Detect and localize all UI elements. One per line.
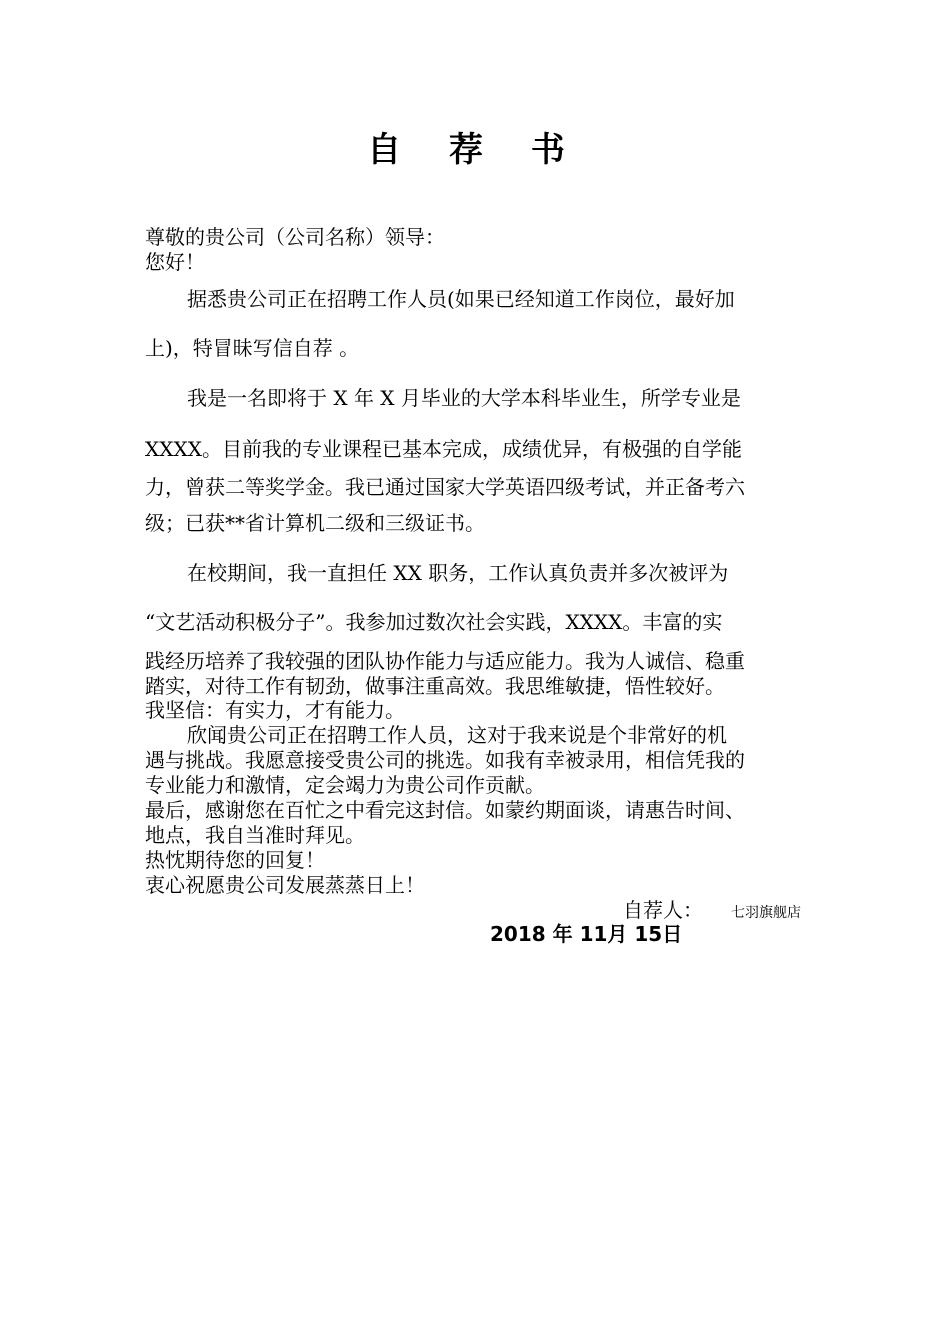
- body-line: 我坚信：有实力，才有能力。: [145, 698, 405, 722]
- signature-label: 自荐人：: [623, 898, 703, 922]
- greeting-line: 您好！: [145, 250, 205, 274]
- body-line: 在校期间，我一直担任 XX 职务，工作认真负责并多次被评为: [187, 561, 729, 585]
- salutation-line: 尊敬的贵公司（公司名称）领导：: [145, 225, 445, 249]
- body-line: 专业能力和激情，定会竭力为贵公司作贡献。: [145, 773, 545, 797]
- closing-line: 热忱期待您的回复！: [145, 848, 325, 872]
- body-line: 力，曾获二等奖学金。我已通过国家大学英语四级考试，并正备考六: [145, 475, 745, 499]
- letter-date: 2018 年 11月 15日: [490, 922, 683, 946]
- body-line: 级；已获**省计算机二级和三级证书。: [145, 511, 485, 535]
- body-line: 最后，感谢您在百忙之中看完这封信。如蒙约期面谈，请惠告时间、: [145, 798, 745, 822]
- body-line: XXXX。目前我的专业课程已基本完成，成绩优异，有极强的自学能: [145, 437, 742, 461]
- body-line: “文艺活动积极分子”。我参加过数次社会实践，XXXX。丰富的实: [145, 610, 723, 634]
- body-line: 践经历培养了我较强的团队协作能力与适应能力。我为人诚信、稳重: [145, 649, 745, 673]
- body-line: 踏实，对待工作有韧劲，做事注重高效。我思维敏捷，悟性较好。: [145, 674, 725, 698]
- body-line: 地点，我自当准时拜见。: [145, 823, 365, 847]
- body-line: 据悉贵公司正在招聘工作人员(如果已经知道工作岗位，最好加: [187, 287, 735, 311]
- body-line: 上)，特冒昧写信自荐 。: [145, 336, 360, 360]
- body-line: 欣闻贵公司正在招聘工作人员，这对于我来说是个非常好的机: [187, 723, 727, 747]
- closing-line: 衷心祝愿贵公司发展蒸蒸日上！: [145, 873, 425, 897]
- body-line: 遇与挑战。我愿意接受贵公司的挑选。如我有幸被录用，相信凭我的: [145, 748, 745, 772]
- page-title: 自 荐 书: [367, 130, 583, 170]
- signature-name: 七羽旗舰店: [731, 905, 801, 921]
- body-line: 我是一名即将于 X 年 X 月毕业的大学本科毕业生，所学专业是: [187, 386, 741, 410]
